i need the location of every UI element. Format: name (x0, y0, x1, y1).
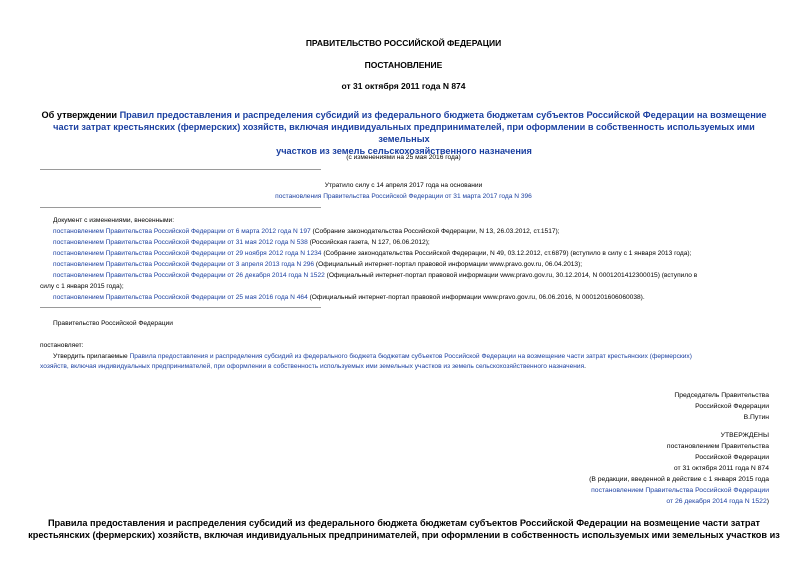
changes-item-text: (Официальный интернет-портал правовой информации www.pravo.gov.ru, 30.12.2014, N 0001201412300015) (вступило в (324, 272, 698, 279)
date-number-heading: от 31 октября 2011 года N 874 (341, 81, 466, 91)
approved-block (469, 430, 769, 507)
changes-item-link[interactable]: постановлением Правительства Российской Федерации от 3 апреля 2013 года N 296 (53, 261, 315, 268)
approved-by: постановлением Правительства (666, 443, 769, 450)
changes-item-4 (53, 259, 773, 270)
expired-note: Утратило силу с 14 апреля 2017 года на основании (324, 182, 483, 189)
title-line-3[interactable]: участков из земель сельскохозяйственного назначения (276, 146, 532, 156)
divider (40, 307, 321, 308)
body-government: Правительство Российской Федерации (53, 320, 173, 327)
title-rules-link[interactable]: Правил предоставления и распределения субсидий из федерального бюджета бюджетам субъектов Российской Федерации на возмещение (119, 110, 767, 120)
changes-item-text: (Официальный интернет-портал правовой информации www.pravo.gov.ru, 06.04.2013); (314, 261, 583, 268)
amended-note: (с изменениями на 25 мая 2016 года) (346, 154, 461, 161)
changes-item-text: (Официальный интернет-портал правовой информации www.pravo.gov.ru, 06.06.2016, N 0001201606060038). (307, 294, 645, 301)
approved-country: Российской Федерации (695, 454, 769, 461)
rules-title-line-2: крестьянских (фермерских) хозяйств, включая индивидуальных предпринимателей, при оформлении в собственность используемых ими земельных участков из (28, 530, 780, 540)
changes-item-text: (Собрание законодательства Российской Федерации, N 13, 26.03.2012, ст.1517); (310, 228, 560, 235)
approved-edition: (В редакции, введенной в действие с 1 января 2015 года (589, 476, 769, 483)
approved-date: от 31 октября 2011 года N 874 (673, 465, 769, 472)
approved-decree-date-link[interactable]: от 26 декабря 2014 года N 1522 (666, 498, 767, 505)
government-heading: ПРАВИТЕЛЬСТВО РОССИЙСКОЙ ФЕДЕРАЦИИ (305, 38, 502, 48)
signature-block (469, 390, 769, 423)
approve-suffix: . (584, 363, 587, 370)
changes-item-text: (Собрание законодательства Российской Федерации, N 49, 03.12.2012, ст.6879) (вступило в силу с 1 января 2013 года); (321, 250, 692, 257)
changes-item-5-continued: силу с 1 января 2015 года); (40, 283, 124, 290)
changes-item-3 (53, 248, 788, 259)
title-prefix: Об утверждении (41, 110, 120, 120)
title-line-2[interactable]: части затрат крестьянских (фермерских) хозяйств, включая индивидуальных предпринимателей, при оформлении в собственность используемых ими земельных (53, 122, 755, 144)
approved-decree-link[interactable]: постановлением Правительства Российской Федерации (591, 487, 769, 494)
signature-position: Председатель Правительства (674, 392, 769, 399)
divider (40, 207, 321, 208)
changes-item-link[interactable]: постановлением Правительства Российской Федерации от 25 мая 2016 года N 464 (53, 294, 308, 301)
approve-line-2 (40, 361, 780, 372)
approve-rules-link[interactable]: Правила предоставления и распределения субсидий из федерального бюджета бюджетам субъектов Российской Федерации на возмещение части затрат крестьянских (фермерских) (129, 353, 692, 360)
changes-item-6 (53, 292, 773, 303)
signature-country: Российской Федерации (695, 403, 769, 410)
changes-item-link[interactable]: постановлением Правительства Российской Федерации от 31 мая 2012 года N 538 (53, 239, 308, 246)
changes-item-link[interactable]: постановлением Правительства Российской Федерации от 26 декабря 2014 года N 1522 (53, 272, 325, 279)
expired-decree-link[interactable]: постановления Правительства Российской Федерации от 31 марта 2017 года N 396 (275, 193, 532, 200)
changes-intro: Документ с изменениями, внесенными: (53, 217, 175, 224)
title-line-1 (40, 109, 768, 121)
approved-suffix: ) (766, 498, 769, 505)
changes-item-link[interactable]: постановлением Правительства Российской Федерации от 6 марта 2012 года N 197 (53, 228, 311, 235)
changes-item-5 (53, 270, 793, 281)
approve-prefix: Утвердить прилагаемые (53, 353, 130, 360)
document-title (40, 109, 768, 157)
body-decrees: постановляет: (40, 342, 84, 349)
changes-item-link[interactable]: постановлением Правительства Российской Федерации от 29 ноября 2012 года N 1234 (53, 250, 322, 257)
divider (40, 169, 321, 170)
changes-item-text: (Российская газета, N 127, 06.06.2012); (307, 239, 430, 246)
changes-item-1 (53, 226, 773, 237)
changes-item-2 (53, 237, 773, 248)
signature-name: В.Путин (743, 414, 769, 421)
rules-title (28, 517, 780, 541)
rules-title-line-1: Правила предоставления и распределения субсидий из федерального бюджета бюджетам субъектов Российской Федерации на возмещение части затрат (47, 518, 761, 528)
approved-decree-date-line (469, 496, 769, 507)
approve-rules-link-continued[interactable]: хозяйств, включая индивидуальных предпринимателей, при оформлении в собственность используемых ими земельных участков из земель сельскохозяйственного назначения (40, 363, 585, 370)
doc-type-heading: ПОСТАНОВЛЕНИЕ (364, 60, 443, 70)
approved-heading: УТВЕРЖДЕНЫ (720, 432, 769, 439)
